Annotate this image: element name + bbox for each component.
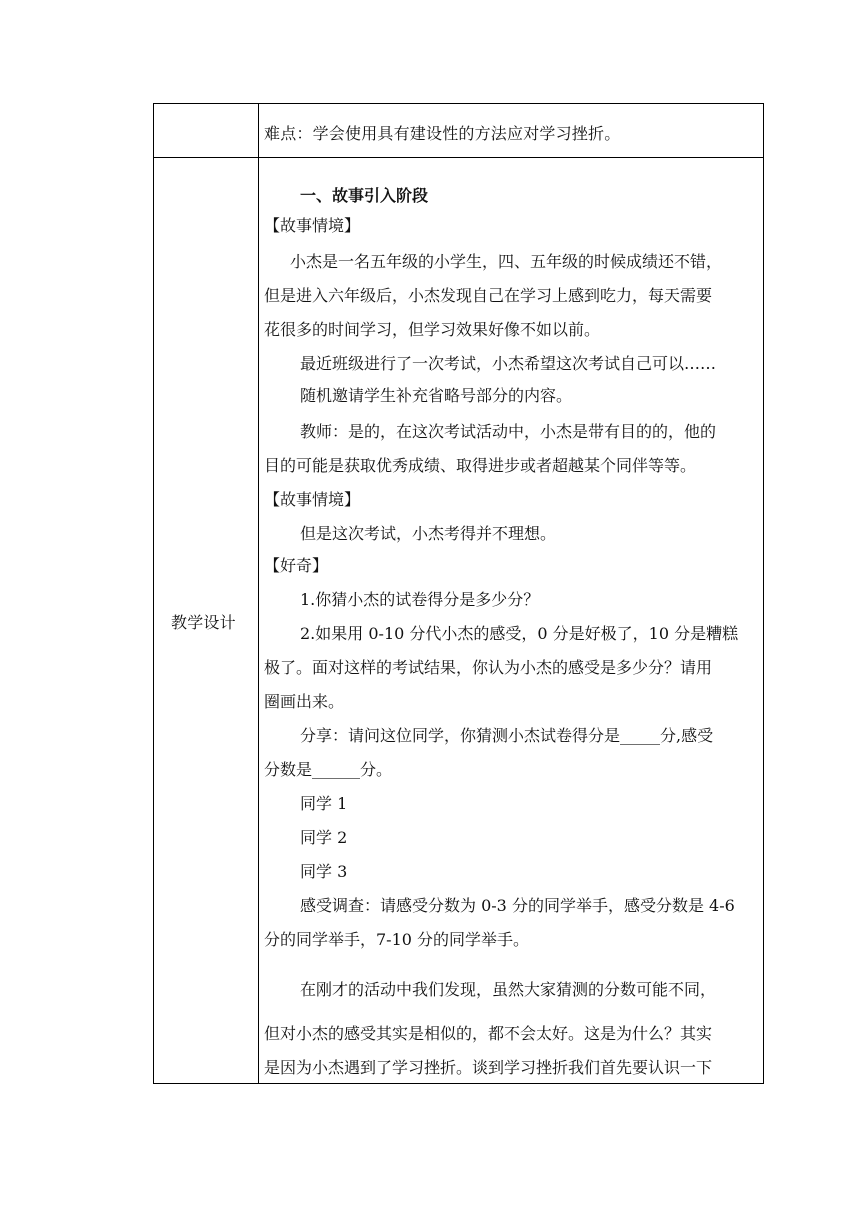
story-tag: 【故事情境】 bbox=[264, 216, 361, 235]
question-line: 2.如果用 0-10 分代小杰的感受，0 分是好极了，10 分是糟糕 bbox=[300, 624, 739, 643]
section-heading: 一、故事引入阶段 bbox=[300, 186, 429, 205]
summary-line: 但对小杰的感受其实是相似的，都不会太好。这是为什么？其实 bbox=[264, 1024, 713, 1043]
story-line: 但是这次考试，小杰考得并不理想。 bbox=[300, 524, 557, 543]
instruction-line: 随机邀请学生补充省略号部分的内容。 bbox=[300, 386, 573, 405]
story-line: 最近班级进行了一次考试，小杰希望这次考试自己可以…… bbox=[300, 354, 717, 373]
student-line: 同学 3 bbox=[300, 862, 348, 881]
share-line: 分数是______分。 bbox=[264, 760, 393, 779]
row2-label-teaching-design: 教学设计 bbox=[171, 613, 236, 632]
story-line: 花很多的时间学习，但学习效果好像不如以前。 bbox=[264, 320, 601, 339]
student-line: 同学 1 bbox=[300, 794, 348, 813]
story-line: 小杰是一名五年级的小学生，四、五年级的时候成绩还不错， bbox=[290, 252, 723, 271]
table-row-divider bbox=[153, 157, 764, 158]
story-tag: 【故事情境】 bbox=[264, 490, 361, 509]
summary-line: 在刚才的活动中我们发现，虽然大家猜测的分数可能不同， bbox=[300, 980, 717, 999]
table-top-border bbox=[153, 103, 764, 104]
share-line: 分享：请问这位同学，你猜测小杰试卷得分是_____分,感受 bbox=[300, 726, 714, 745]
table-column-divider bbox=[258, 103, 259, 1084]
table-left-border bbox=[153, 103, 154, 1084]
question-line: 1.你猜小杰的试卷得分是多少分？ bbox=[300, 590, 540, 609]
question-line: 极了。面对这样的考试结果，你认为小杰的感受是多少分？请用 bbox=[264, 658, 713, 677]
table-right-border bbox=[763, 103, 764, 1084]
row1-right-cell: 难点：学会使用具有建设性的方法应对学习挫折。 bbox=[264, 124, 621, 143]
student-line: 同学 2 bbox=[300, 828, 348, 847]
summary-line: 是因为小杰遇到了学习挫折。谈到学习挫折我们首先要认识一下 bbox=[264, 1058, 713, 1077]
teacher-line: 教师：是的，在这次考试活动中，小杰是带有目的的，他的 bbox=[300, 422, 717, 441]
curiosity-tag: 【好奇】 bbox=[264, 556, 329, 575]
survey-line: 感受调查：请感受分数为 0-3 分的同学举手，感受分数是 4-6 bbox=[300, 896, 735, 915]
table-bottom-border bbox=[153, 1083, 764, 1084]
survey-line: 分的同学举手，7-10 分的同学举手。 bbox=[264, 930, 530, 949]
question-line: 圈画出来。 bbox=[264, 692, 345, 711]
teacher-line: 目的可能是获取优秀成绩、取得进步或者超越某个同伴等等。 bbox=[264, 456, 697, 475]
story-line: 但是进入六年级后，小杰发现自己在学习上感到吃力，每天需要 bbox=[264, 286, 713, 305]
